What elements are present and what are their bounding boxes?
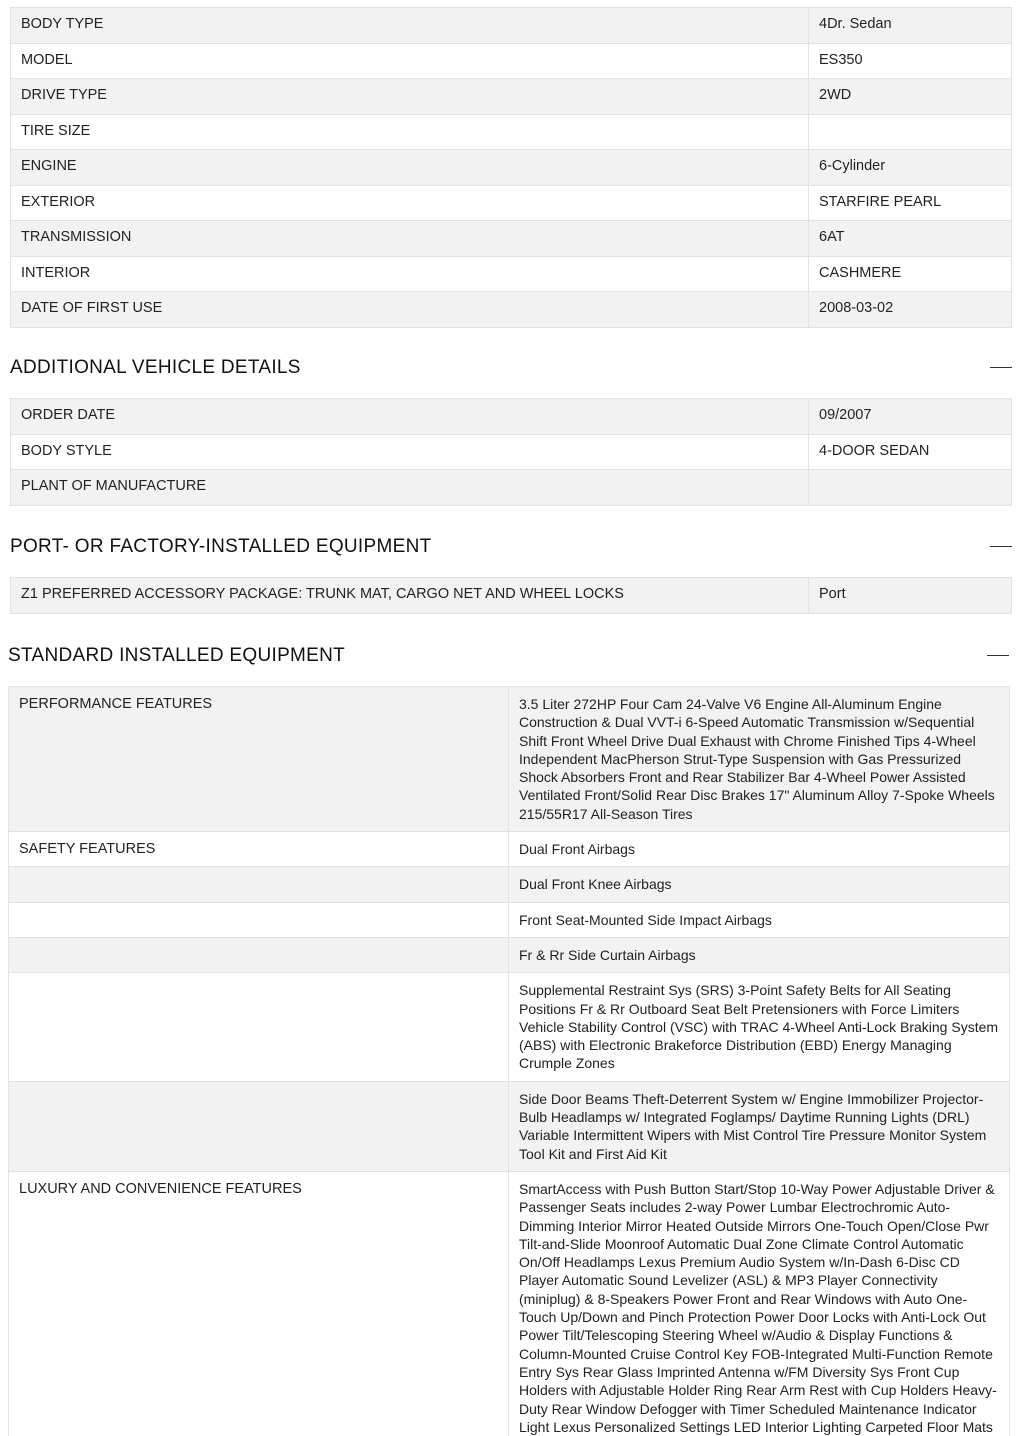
detail-value (809, 470, 1012, 506)
table-row (11, 399, 1012, 435)
table-row (11, 185, 1012, 221)
table-row (11, 470, 1012, 506)
feature-category (9, 867, 509, 902)
feature-category: LUXURY AND CONVENIENCE FEATURES (9, 1171, 509, 1436)
feature-description: Supplemental Restraint Sys (SRS) 3-Point Safety Belts for All Seating Positions Fr & Rr Outboard Seat Belt Pretensioners with Force Limiters Vehicle Stability Control (VSC) with TRAC 4-Wheel Anti-Lock Braking System (ABS) with Electronic Brakeforce Distribution (EBD) Energy Managing Crumple Zones (509, 973, 1010, 1081)
spec-value: 6-Cylinder (809, 150, 1012, 186)
standard-equipment-header[interactable] (8, 641, 1009, 671)
spec-label: DRIVE TYPE (11, 79, 809, 115)
feature-category (9, 902, 509, 937)
spec-value: 2008-03-02 (809, 292, 1012, 328)
port-equipment-table (10, 577, 1012, 614)
table-row (11, 434, 1012, 470)
equipment-value: Port (809, 578, 1012, 614)
detail-value: 4-DOOR SEDAN (809, 434, 1012, 470)
feature-category: SAFETY FEATURES (9, 832, 509, 867)
feature-category (9, 937, 509, 972)
table-row (9, 902, 1010, 937)
detail-label: BODY STYLE (11, 434, 809, 470)
spec-label: MODEL (11, 43, 809, 79)
table-row (11, 221, 1012, 257)
table-row (9, 1081, 1010, 1171)
port-equipment-header[interactable] (10, 532, 1012, 562)
section-title: STANDARD INSTALLED EQUIPMENT (8, 645, 346, 666)
feature-category (9, 973, 509, 1081)
additional-details-table (10, 398, 1012, 506)
feature-description: Side Door Beams Theft-Deterrent System w/ Engine Immobilizer Projector-Bulb Headlamps w/ Integrated Foglamps/ Daytime Running Lights (DRL) Variable Intermittent Wipers with Mist Control Tire Pressure Monitor System Tool Kit and First Aid Kit (509, 1081, 1010, 1171)
table-row (11, 8, 1012, 44)
equipment-label: Z1 PREFERRED ACCESSORY PACKAGE: TRUNK MAT, CARGO NET AND WHEEL LOCKS (11, 578, 809, 614)
spec-label: INTERIOR (11, 256, 809, 292)
table-row (11, 150, 1012, 186)
section-title: ADDITIONAL VEHICLE DETAILS (10, 357, 301, 378)
spec-label: TIRE SIZE (11, 114, 809, 150)
spec-value (809, 114, 1012, 150)
spec-value: CASHMERE (809, 256, 1012, 292)
table-row (11, 256, 1012, 292)
table-row (11, 578, 1012, 614)
feature-category: PERFORMANCE FEATURES (9, 687, 509, 832)
table-row (11, 43, 1012, 79)
spec-value: 2WD (809, 79, 1012, 115)
table-row (9, 973, 1010, 1081)
feature-description: 3.5 Liter 272HP Four Cam 24-Valve V6 Engine All-Aluminum Engine Construction & Dual VVT-i 6-Speed Automatic Transmission w/Sequential Shift Front Wheel Drive Dual Exhaust with Chrome Finished Tips 4-Wheel Independent MacPherson Strut-Type Suspension with Gas Pressurized Shock Absorbers Front and Rear Stabilizer Bar 4-Wheel Power Assisted Ventilated Front/Solid Rear Disc Brakes 17" Aluminum Alloy 7-Spoke Wheels 215/55R17 All-Season Tires (509, 687, 1010, 832)
detail-value: 09/2007 (809, 399, 1012, 435)
feature-description: Fr & Rr Side Curtain Airbags (509, 937, 1010, 972)
vehicle-specs-table (10, 7, 1012, 328)
table-row (9, 937, 1010, 972)
feature-category (9, 1081, 509, 1171)
section-title: PORT- OR FACTORY-INSTALLED EQUIPMENT (10, 536, 432, 557)
table-row (11, 79, 1012, 115)
detail-label: PLANT OF MANUFACTURE (11, 470, 809, 506)
table-row (9, 687, 1010, 832)
spec-label: DATE OF FIRST USE (11, 292, 809, 328)
spec-label: ENGINE (11, 150, 809, 186)
minus-icon[interactable] (990, 546, 1012, 547)
spec-label: BODY TYPE (11, 8, 809, 44)
spec-value: ES350 (809, 43, 1012, 79)
spec-label: EXTERIOR (11, 185, 809, 221)
table-row (11, 292, 1012, 328)
feature-description: Dual Front Knee Airbags (509, 867, 1010, 902)
detail-label: ORDER DATE (11, 399, 809, 435)
table-row (9, 832, 1010, 867)
spec-value: 4Dr. Sedan (809, 8, 1012, 44)
spec-value: STARFIRE PEARL (809, 185, 1012, 221)
feature-description: Dual Front Airbags (509, 832, 1010, 867)
standard-equipment-table (8, 686, 1010, 1436)
minus-icon[interactable] (987, 655, 1009, 656)
table-row (9, 1171, 1010, 1436)
feature-description: Front Seat-Mounted Side Impact Airbags (509, 902, 1010, 937)
table-row (9, 867, 1010, 902)
feature-description: SmartAccess with Push Button Start/Stop 10-Way Power Adjustable Driver & Passenger Seats includes 2-way Power Lumbar Electrochromic Auto-Dimming Interior Mirror Heated Outside Mirrors One-Touch Open/Close Pwr Tilt-and-Slide Moonroof Automatic Dual Zone Climate Control Automatic On/Off Headlamps Lexus Premium Audio System w/In-Dash 6-Disc CD Player Automatic Sound Levelizer (ASL) & MP3 Player Connectivity (miniplug) & 8-Speakers Power Front and Rear Windows with Auto One- Touch Up/Down and Pinch Protection Power Door Locks with Anti-Lock Out Power Tilt/Telescoping Steering Wheel w/Audio & Display Functions & Column-Mounted Cruise Control Key FOB-Integrated Multi-Function Remote Entry Sys Rear Glass Imprinted Antenna w/FM Diversity Sys Front Cup Holders with Adjustable Holder Ring Rear Arm Rest with Cup Holders Heavy-Duty Rear Window Defogger with Timer Scheduled Maintenance Indicator Light Lexus Personalized Settings LED Interior Lighting Carpeted Floor Mats (509, 1171, 1010, 1436)
spec-label: TRANSMISSION (11, 221, 809, 257)
spec-value: 6AT (809, 221, 1012, 257)
additional-details-header[interactable] (10, 353, 1012, 383)
table-row (11, 114, 1012, 150)
minus-icon[interactable] (990, 367, 1012, 368)
